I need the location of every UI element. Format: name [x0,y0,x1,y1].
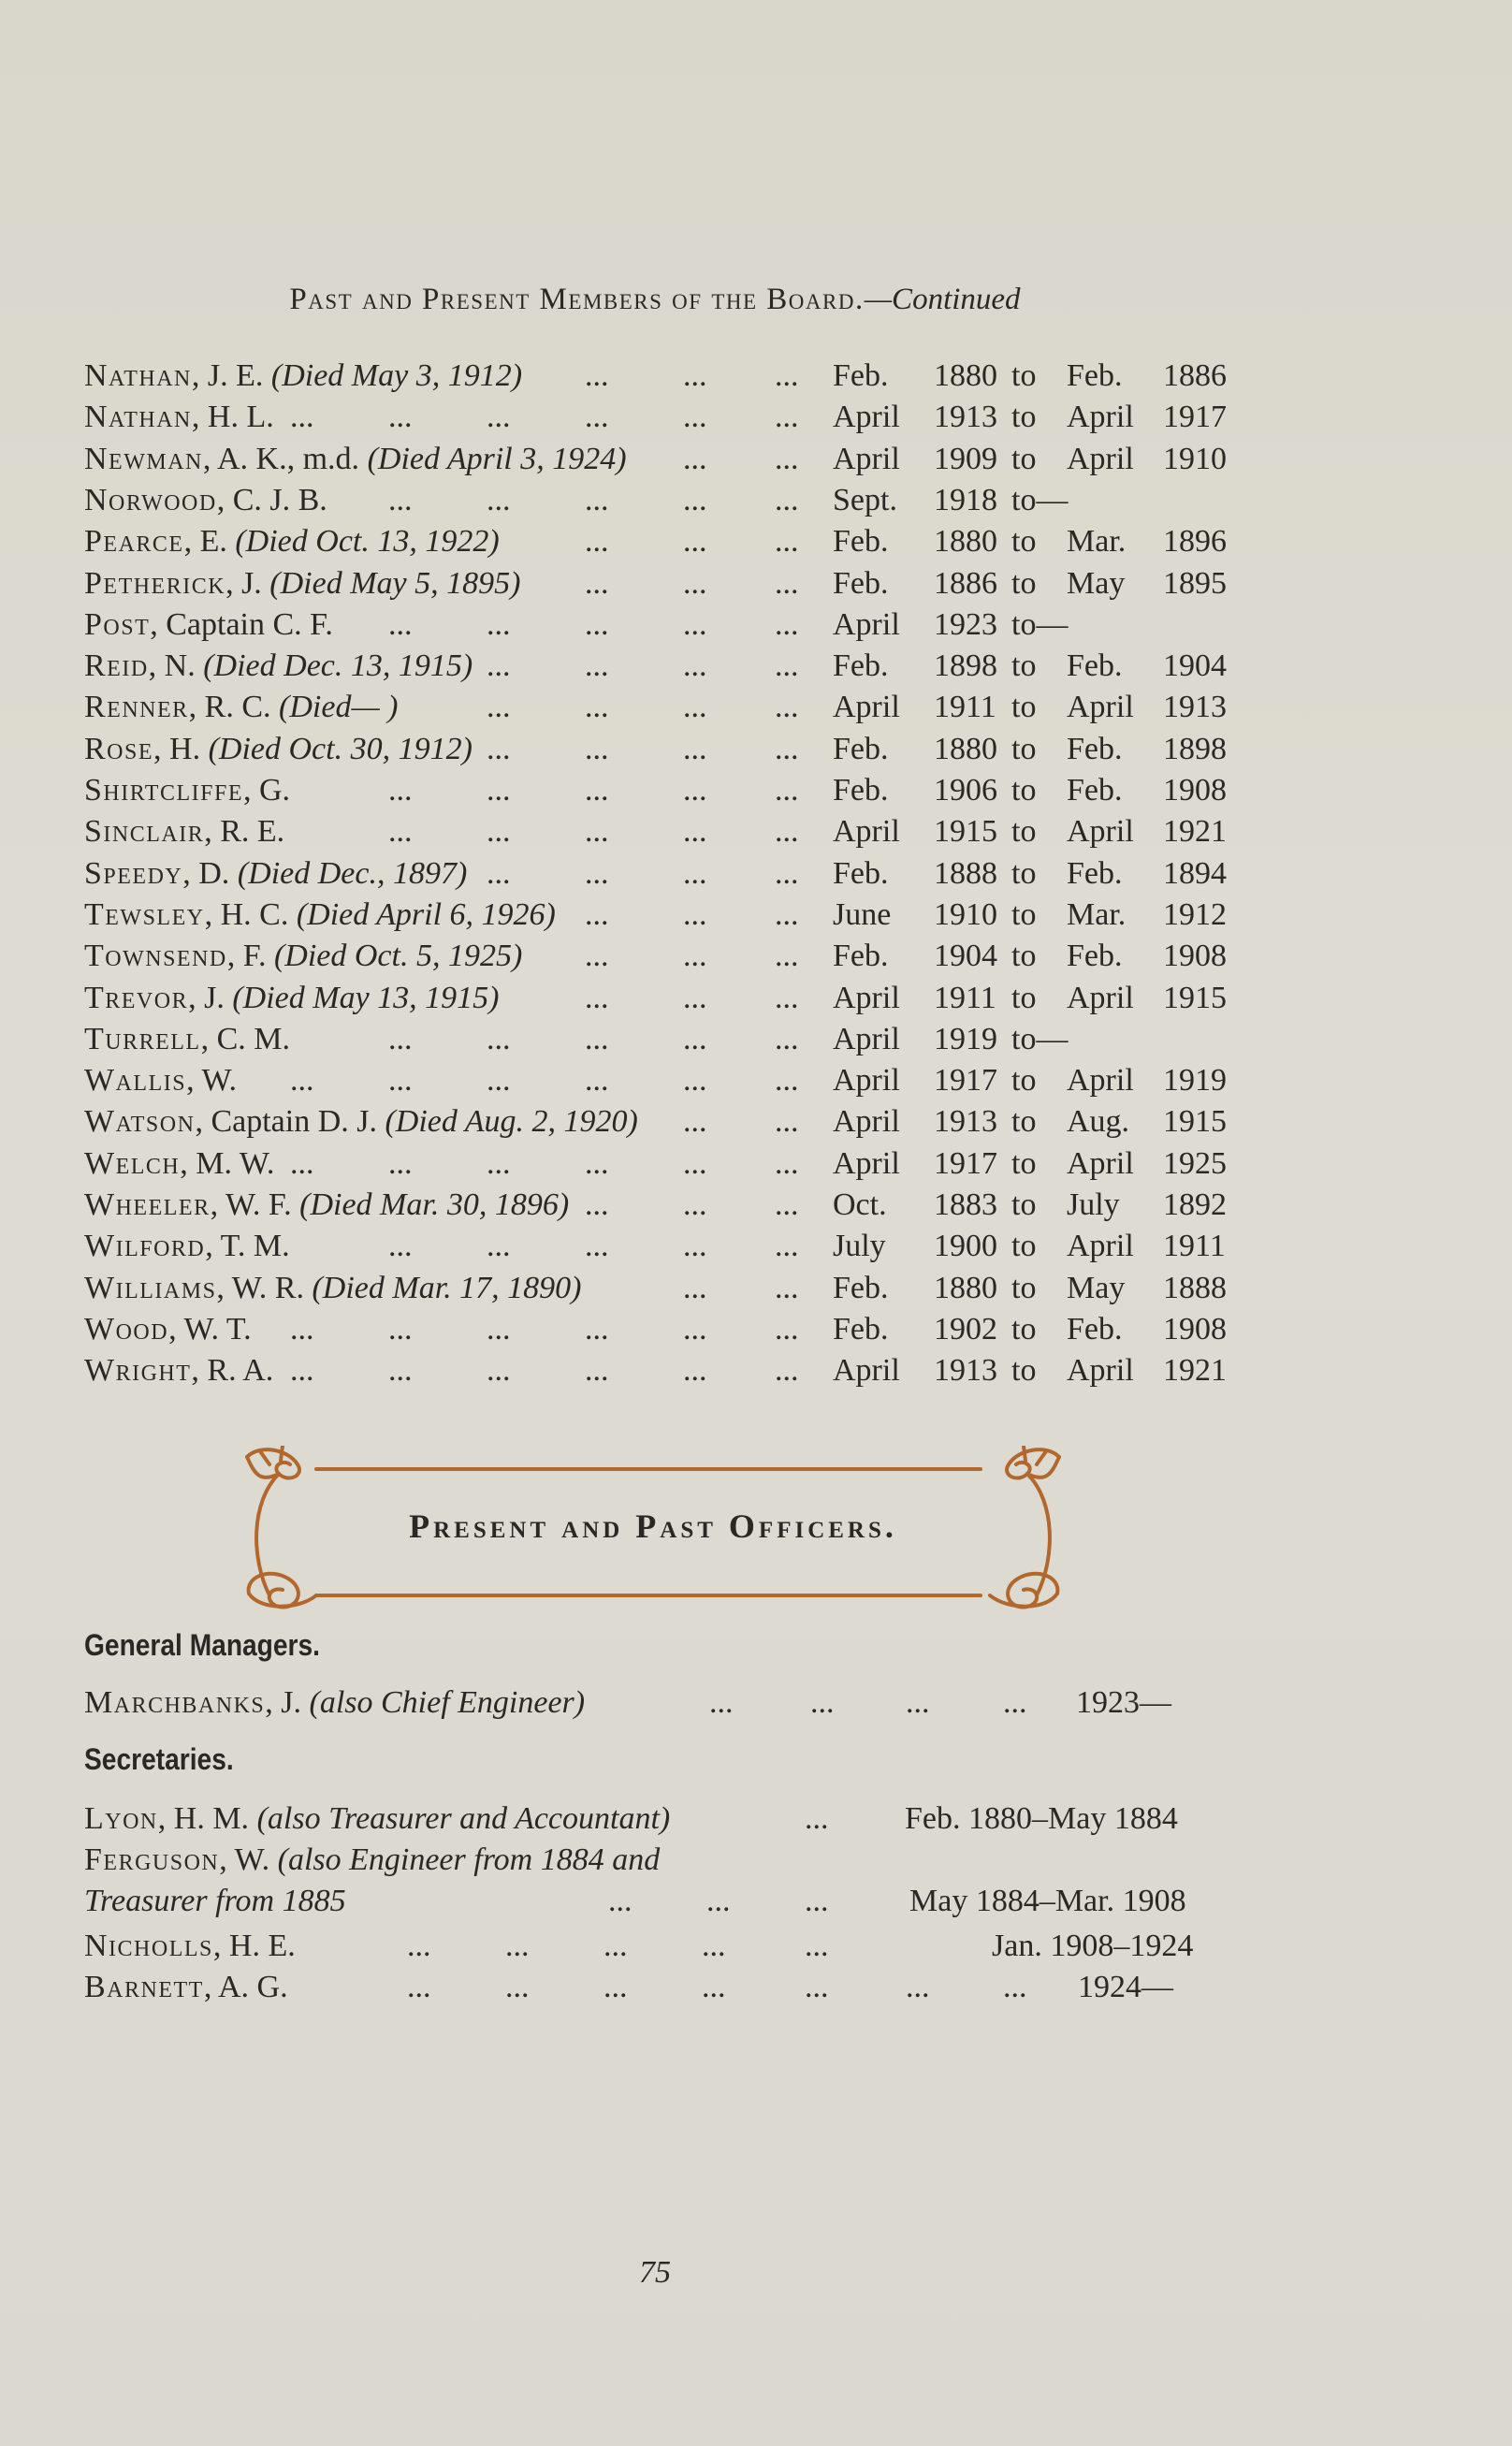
member-m2: Feb. [1067,773,1123,808]
member-m1: Feb. [833,773,889,808]
leader-dots: ... [805,1884,829,1918]
member-name: Wallis, W. [84,1063,237,1099]
leader-dots: ... [1003,1970,1027,2004]
member-note: (Died Oct. 13, 1922) [235,524,500,560]
member-to: to [1011,524,1037,560]
officer-dates: May 1884–Mar. 1908 [909,1884,1186,1918]
member-name: Welch, M. W. [84,1145,275,1181]
member-note: (Died April 6, 1926) [296,896,556,932]
leader-dots: ... [505,1929,530,1963]
officer-name: Lyon, H. M. (also Treasurer and Accountant) [84,1801,671,1836]
member-y2: 1917 [1163,400,1227,435]
member-y2: 1898 [1163,731,1227,766]
member-m1: Feb. [833,939,889,974]
member-row: Sinclair, R. E. ... ... ... ... ... April 1915 to April 1921 [84,811,1263,852]
member-to: to [1011,441,1037,476]
leader-dots: ... [805,1929,829,1963]
member-m1: April [833,1063,900,1099]
member-y1: 1911 [934,690,996,725]
page-heading [0,283,1310,317]
officer-row-lyon [84,1798,1263,1840]
leader-dots: ... [706,1884,731,1918]
member-to: to [1011,980,1037,1015]
member-note: (Died— ) [279,690,399,725]
member-y2: 1919 [1163,1063,1227,1099]
member-name: Nathan, H. L. [84,400,274,435]
member-y1: 1902 [934,1311,997,1347]
member-y2: 1925 [1163,1145,1227,1181]
member-y1: 1910 [934,896,997,932]
member-y1: 1883 [934,1187,997,1222]
member-name: Wood, W. T. [84,1311,252,1347]
member-row: Nathan, J. E. (Died May 3, 1912) ... ... ... Feb. 1880 to Feb. 1886 [84,356,1263,397]
member-row: Rose, H. (Died Oct. 30, 1912) ... ... ... ... Feb. 1880 to Feb. 1898 [84,729,1263,770]
member-note: (Died May 5, 1895) [269,565,521,601]
member-y1: 1909 [934,441,997,476]
member-to: to— [1011,482,1069,517]
member-y1: 1904 [934,939,997,974]
member-y2: 1915 [1163,980,1227,1015]
member-name: Petherick, J. (Died May 5, 1895) [84,565,521,601]
member-m2: Aug. [1067,1104,1130,1140]
member-to: to [1011,1229,1037,1264]
member-note: (Died April 3, 1924) [367,441,627,476]
member-m2: May [1067,565,1126,601]
leader-dots: ... [505,1970,530,2004]
member-to: to [1011,1104,1037,1140]
member-m1: April [833,980,900,1015]
member-name: Wright, R. A. [84,1353,274,1389]
member-y2: 1908 [1163,773,1227,808]
officer-row-barnett [84,1967,1263,2008]
member-name: Post, Captain C. F. [84,606,333,642]
officer-name: Nicholls, H. E. [84,1929,296,1963]
member-y1: 1880 [934,1270,997,1305]
member-m1: Feb. [833,855,889,891]
member-row: Post, Captain C. F. ... ... ... ... ... April 1923 to— [84,604,1263,646]
officer-name: Marchbanks, J. (also Chief Engineer) [84,1685,586,1720]
secretaries-heading: Secretaries. [84,1742,234,1776]
officer-row-ferguson-cont [84,1881,1263,1922]
leader-dots: ... [1003,1685,1027,1720]
member-m1: April [833,400,900,435]
member-row: Norwood, C. J. B. ... ... ... ... ... Sept. 1918 to— [84,480,1263,521]
member-y2: 1912 [1163,896,1227,932]
leader-dots: ... [407,1970,431,2004]
member-y2: 1908 [1163,939,1227,974]
member-m2: April [1067,1353,1134,1389]
member-name: Pearce, E. (Died Oct. 13, 1922) [84,524,500,560]
member-m1: April [833,690,900,725]
member-to: to [1011,814,1037,850]
member-to: to [1011,1311,1037,1347]
member-name: Nathan, J. E. (Died May 3, 1912) [84,358,523,393]
member-m2: Feb. [1067,855,1123,891]
member-row: Wood, W. T. ... ... ... ... ... ... Feb. 1902 to Feb. 1908 [84,1309,1263,1350]
member-y2: 1888 [1163,1270,1227,1305]
member-m1: Sept. [833,482,897,517]
member-row: Wilford, T. M. ... ... ... ... ... July 1900 to April 1911 [84,1226,1263,1267]
member-note: (Died Mar. 17, 1890) [312,1270,582,1305]
leader-dots: ... [805,1970,829,2004]
member-row: Turrell, C. M. ... ... ... ... ... April 1919 to— [84,1019,1263,1060]
member-m1: April [833,441,900,476]
member-y1: 1919 [934,1021,997,1056]
member-to: to [1011,1145,1037,1181]
member-m2: Feb. [1067,1311,1123,1347]
member-row: Wright, R. A. ... ... ... ... ... ... April 1913 to April 1921 [84,1350,1263,1391]
member-to: to [1011,400,1037,435]
member-m2: April [1067,1063,1134,1099]
member-to: to [1011,1270,1037,1305]
member-m2: Feb. [1067,648,1123,684]
officer-name: Barnett, A. G. [84,1970,288,2004]
leader-dots: ... [702,1929,726,1963]
member-to: to [1011,358,1037,393]
member-name: Reid, N. (Died Dec. 13, 1915) [84,648,473,684]
member-y2: 1904 [1163,648,1227,684]
leader-dots: ... [702,1970,726,2004]
member-name: Renner, R. C. (Died— ) [84,690,399,725]
member-m1: April [833,1104,900,1140]
member-m1: April [833,1353,900,1389]
member-row: Watson, Captain D. J. (Died Aug. 2, 1920) ... ... April 1913 to Aug. 1915 [84,1101,1263,1143]
officer-dates: 1924— [1078,1970,1173,2004]
member-y2: 1921 [1163,814,1227,850]
member-y2: 1896 [1163,524,1227,560]
member-y1: 1886 [934,565,997,601]
leader-dots: ... [805,1801,829,1836]
member-name: Townsend, F. (Died Oct. 5, 1925) [84,939,523,974]
member-row: Wallis, W. ... ... ... ... ... ... April 1917 to April 1919 [84,1060,1263,1101]
member-to: to [1011,1353,1037,1389]
member-note: (Died Aug. 2, 1920) [385,1104,638,1140]
member-row: Tewsley, H. C. (Died April 6, 1926) ... ... ... June 1910 to Mar. 1912 [84,895,1263,936]
member-m1: Feb. [833,1270,889,1305]
member-to: to [1011,1063,1037,1099]
member-name: Shirtcliffe, G. [84,773,291,808]
member-row: Trevor, J. (Died May 13, 1915) ... ... ... April 1911 to April 1915 [84,978,1263,1019]
member-name: Speedy, D. (Died Dec., 1897) [84,855,468,891]
member-y1: 1906 [934,773,997,808]
member-name: Sinclair, R. E. [84,814,285,850]
member-note: (Died Oct. 30, 1912) [208,731,472,766]
member-y1: 1913 [934,1353,997,1389]
member-m1: July [833,1229,886,1264]
member-y2: 1895 [1163,565,1227,601]
member-y1: 1888 [934,855,997,891]
member-y1: 1923 [934,606,997,642]
member-name: Williams, W. R. (Died Mar. 17, 1890) [84,1270,582,1305]
heading-continued: —Continued [864,283,1021,316]
member-y1: 1913 [934,400,997,435]
member-y2: 1886 [1163,358,1227,393]
member-m1: Oct. [833,1187,887,1222]
member-name: Wilford, T. M. [84,1229,290,1264]
member-y2: 1913 [1163,690,1227,725]
member-name: Tewsley, H. C. (Died April 6, 1926) [84,896,556,932]
leader-dots: ... [906,1970,930,2004]
member-note: (Died May 13, 1915) [232,980,500,1015]
member-m2: April [1067,1229,1134,1264]
member-row: Nathan, H. L. ... ... ... ... ... ... April 1913 to April 1917 [84,397,1263,438]
member-row: Speedy, D. (Died Dec., 1897) ... ... ... ... Feb. 1888 to Feb. 1894 [84,853,1263,895]
member-to: to [1011,773,1037,808]
member-y2: 1894 [1163,855,1227,891]
member-name: Turrell, C. M. [84,1021,291,1056]
member-y1: 1915 [934,814,997,850]
member-to: to [1011,648,1037,684]
member-note: (Died Oct. 5, 1925) [273,939,523,974]
member-m2: Feb. [1067,731,1123,766]
officer-row-ferguson [84,1840,1263,1881]
member-m2: Mar. [1067,896,1127,932]
officer-note-cont: Treasurer from 1885 [84,1884,346,1918]
officer-row-marchbanks [84,1682,1263,1724]
member-m1: April [833,1145,900,1181]
leader-dots: ... [906,1685,930,1720]
member-name: Trevor, J. (Died May 13, 1915) [84,980,500,1015]
general-managers-heading: General Managers. [84,1628,320,1662]
banner-title: Present and Past Officers. [409,1507,897,1545]
member-y2: 1892 [1163,1187,1227,1222]
leader-dots: ... [603,1970,628,2004]
member-m2: April [1067,690,1134,725]
member-row: Pearce, E. (Died Oct. 13, 1922) ... ... ... Feb. 1880 to Mar. 1896 [84,521,1263,562]
member-m1: Feb. [833,358,889,393]
leader-dots: ... [603,1929,628,1963]
member-m2: April [1067,400,1134,435]
member-to: to— [1011,606,1069,642]
member-y1: 1880 [934,358,997,393]
member-row: Welch, M. W. ... ... ... ... ... ... April 1917 to April 1925 [84,1143,1263,1185]
member-m2: April [1067,441,1134,476]
member-y1: 1880 [934,731,997,766]
member-y2: 1910 [1163,441,1227,476]
member-note: (Died Mar. 30, 1896) [299,1187,570,1222]
member-note: (Died May 3, 1912) [270,358,523,393]
officer-dates: Feb. 1880–May 1884 [905,1801,1178,1836]
officer-name: Ferguson, W. (also Engineer from 1884 and [84,1842,661,1877]
member-y1: 1898 [934,648,997,684]
member-m1: April [833,814,900,850]
member-to: to [1011,896,1037,932]
member-m2: Mar. [1067,524,1127,560]
officer-dates: Jan. 1908–1924 [992,1929,1194,1963]
member-m1: Feb. [833,565,889,601]
member-to: to [1011,690,1037,725]
member-y2: 1908 [1163,1311,1227,1347]
member-y1: 1917 [934,1145,997,1181]
leader-dots: ... [810,1685,835,1720]
member-m1: Feb. [833,1311,889,1347]
member-row: Wheeler, W. F. (Died Mar. 30, 1896) ... ... ... Oct. 1883 to July 1892 [84,1185,1263,1226]
leader-dots: ... [709,1685,734,1720]
member-m2: April [1067,980,1134,1015]
member-to: to [1011,855,1037,891]
member-row: Renner, R. C. (Died— ) ... ... ... ... April 1911 to April 1913 [84,687,1263,728]
member-m2: Feb. [1067,939,1123,974]
member-m1: Feb. [833,524,889,560]
member-m2: April [1067,814,1134,850]
member-m1: Feb. [833,648,889,684]
heading-main: Past and Present Members of the Board. [289,283,865,316]
leader-dots: ... [608,1884,632,1918]
member-y1: 1917 [934,1063,997,1099]
member-y1: 1911 [934,980,996,1015]
member-y2: 1915 [1163,1104,1227,1140]
member-name: Norwood, C. J. B. [84,482,327,517]
member-to: to [1011,939,1037,974]
member-y1: 1913 [934,1104,997,1140]
member-m1: April [833,1021,900,1056]
member-row: Townsend, F. (Died Oct. 5, 1925) ... ... ... Feb. 1904 to Feb. 1908 [84,936,1263,977]
member-y2: 1911 [1163,1229,1226,1264]
member-to: to [1011,565,1037,601]
member-y1: 1880 [934,524,997,560]
member-name: Watson, Captain D. J. (Died Aug. 2, 1920) [84,1104,638,1140]
member-note: (Died Dec. 13, 1915) [203,648,473,684]
member-row: Williams, W. R. (Died Mar. 17, 1890) ... ... Feb. 1880 to May 1888 [84,1268,1263,1309]
member-name: Wheeler, W. F. (Died Mar. 30, 1896) [84,1187,570,1222]
member-to: to [1011,731,1037,766]
member-note: (Died Dec., 1897) [237,855,468,891]
member-m2: April [1067,1145,1134,1181]
officer-dates: 1923— [1076,1685,1171,1720]
member-name: Rose, H. (Died Oct. 30, 1912) [84,731,472,766]
leader-dots: ... [407,1929,431,1963]
member-m2: Feb. [1067,358,1123,393]
member-m1: Feb. [833,731,889,766]
member-row: Reid, N. (Died Dec. 13, 1915) ... ... ... ... Feb. 1898 to Feb. 1904 [84,646,1263,687]
member-row: Newman, A. K., m.d. (Died April 3, 1924) ... ... April 1909 to April 1910 [84,439,1263,480]
member-m1: April [833,606,900,642]
officer-row-nicholls [84,1926,1263,1967]
member-m2: July [1067,1187,1120,1222]
member-y2: 1921 [1163,1353,1227,1389]
member-to: to [1011,1187,1037,1222]
member-row: Shirtcliffe, G. ... ... ... ... ... Feb. 1906 to Feb. 1908 [84,770,1263,811]
member-row: Petherick, J. (Died May 5, 1895) ... ... ... Feb. 1886 to May 1895 [84,563,1263,604]
member-to: to— [1011,1021,1069,1056]
page-number: 75 [639,2255,671,2290]
member-name: Newman, A. K., m.d. (Died April 3, 1924) [84,441,627,476]
member-y1: 1918 [934,482,997,517]
member-y1: 1900 [934,1229,997,1264]
member-m2: May [1067,1270,1126,1305]
member-m1: June [833,896,892,932]
